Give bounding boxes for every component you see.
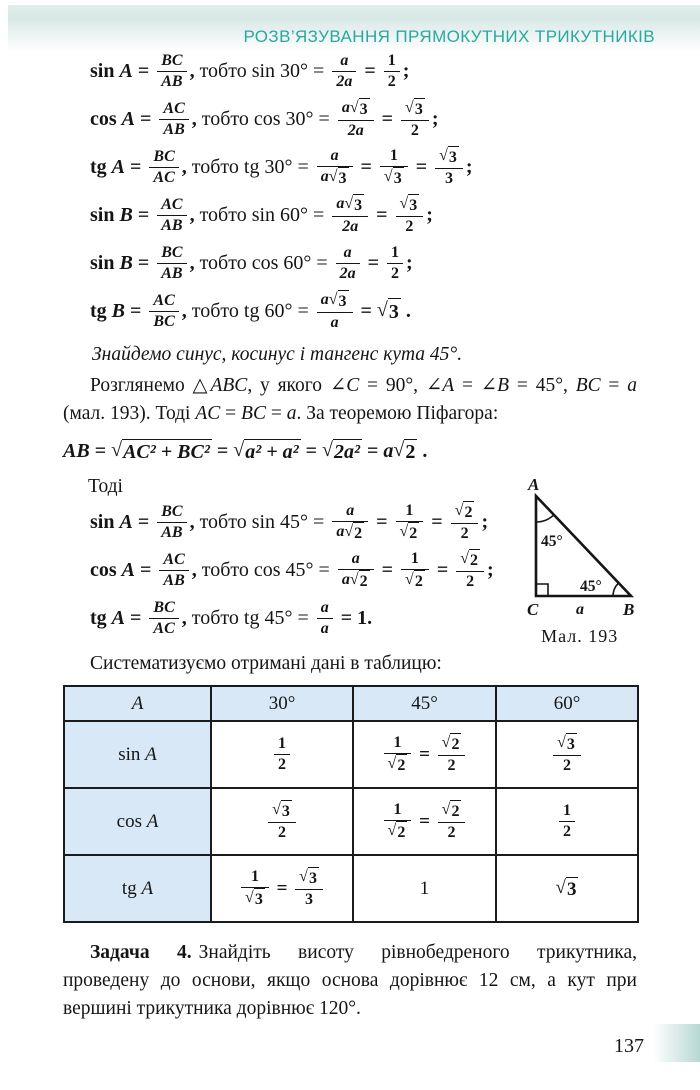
formula-cos-a-30: cos A = $\frac{AC}{AB}$ , тобто cos 30° = a √ 3 2a = √ 3 2 ; (90, 98, 439, 139)
formula-tg-b-60: tg B = $\frac{AC}{BC}$ , тобто tg 60° = a √ 3 a = √ 3 . (90, 290, 411, 331)
table-cell: 1 √ 2 = √ 2 2 (353, 721, 496, 788)
header-cell-30: 30° (211, 686, 353, 721)
formula-cos-b-60: sin B = $\frac{BC}{AB}$ , тобто cos 60° = $\frac{a}{2a}$ = $\frac{1}{2}$ ; (90, 243, 413, 282)
table-cell: √ 3 2 (496, 721, 638, 788)
vertex-a-label: A (527, 475, 540, 494)
angle-a-value: 45° (540, 533, 563, 550)
vertex-b-label: B (622, 600, 635, 619)
row-label-cos: cos A (64, 788, 211, 855)
formula-sin-a-30: sin A = $\frac{BC}{AB}$ , тобто sin 30° = $\frac{a}{2a}$ = $\frac{1}{2}$ ; (90, 51, 410, 90)
task-paragraph (63, 939, 637, 1023)
triangle-figure (494, 474, 666, 647)
vertex-c-label: C (526, 600, 539, 619)
table-cell: √ 3 2 (211, 788, 353, 855)
formula-sin-b-60: sin B = $\frac{AC}{AB}$ , тобто sin 60° = a √ 3 2a = √ 3 2 ; (90, 194, 433, 235)
formula-tg-a-45: tg A = $\frac{BC}{AC}$ , тобто tg 45° = $\frac{a}{a}$ = 1. (90, 598, 373, 637)
right-angle-marker (536, 584, 548, 596)
find-45-note: Знайдемо синус, косинус і тангенс кута 45°. (92, 344, 463, 365)
formulas-45-column (0, 474, 494, 647)
corner-accent-bar (653, 1024, 700, 1062)
todi-label: Тоді (88, 476, 123, 497)
header-cell-45: 45° (353, 686, 496, 721)
table-row-tg (64, 855, 638, 922)
pythagoras-formula: AB = √ AC² + BC² = √ a² + a² = √ 2a² = a √ 2 . (63, 438, 428, 463)
header-cell-angle: A (64, 686, 211, 721)
table-row-sin (64, 721, 638, 788)
task-number-label: Задача 4. (90, 942, 192, 963)
table-row-cos (64, 788, 638, 855)
formulas-45-block (0, 474, 700, 647)
angle-arc-b (613, 583, 619, 596)
angle-arc-a (536, 515, 554, 522)
task-body: Знайдіть висоту рівнобедреного трикутника, проведену до основи, якщо основа дорівнює 12 см, а кут при вершині трикутника дорівнює 120°. (63, 942, 637, 1019)
formula-sin-a-45: sin A = $\frac{BC}{AB}$ , тобто sin 45° = a a √ 2 = 1 √ 2 = √ 2 2 ; (90, 501, 489, 542)
formulas-30-60-block (0, 47, 700, 335)
formula-cos-a-45: cos A = $\frac{AC}{AB}$ , тобто cos 45° = a a √ 2 = 1 √ 2 = √ 2 2 ; (90, 549, 494, 590)
table-cell: √ 3 (496, 855, 638, 922)
table-cell: 1 (353, 855, 496, 922)
header-cell-60: 60° (496, 686, 638, 721)
table-header-row (64, 686, 638, 721)
triangle-paragraph: Розглянемо △ABC, у якого ∠C = 90°, ∠A = ∠B = 45°, BC = a (мал. 193). Тоді AC = BC = a. За теоремою Піфагора: (63, 375, 638, 424)
table-cell: 1 √ 2 = √ 2 2 (353, 788, 496, 855)
angle-b-value: 45° (579, 578, 602, 595)
formula-tg-a-30: tg A = $\frac{BC}{AC}$ , тобто tg 30° = a a √ 3 = 1 √ 3 = √ 3 3 ; (90, 146, 473, 187)
table-cell: 1 √ 3 = √ 3 3 (211, 855, 353, 922)
row-label-tg: tg A (64, 855, 211, 922)
table-cell: 1 2 (211, 721, 353, 788)
triangle-drawing (494, 474, 666, 626)
table-intro: Систематизуємо отримані дані в таблицю: (90, 653, 442, 674)
figure-caption: Мал. 193 (541, 626, 619, 646)
row-label-sin: sin A (64, 721, 211, 788)
side-a-label: a (575, 601, 584, 618)
trig-values-table (63, 685, 639, 923)
chapter-header: РОЗВ’ЯЗУВАННЯ ПРЯМОКУТНИХ ТРИКУТНИКІВ (243, 27, 655, 46)
table-cell: 1 2 (496, 788, 638, 855)
page-number: 137 (614, 1035, 644, 1057)
